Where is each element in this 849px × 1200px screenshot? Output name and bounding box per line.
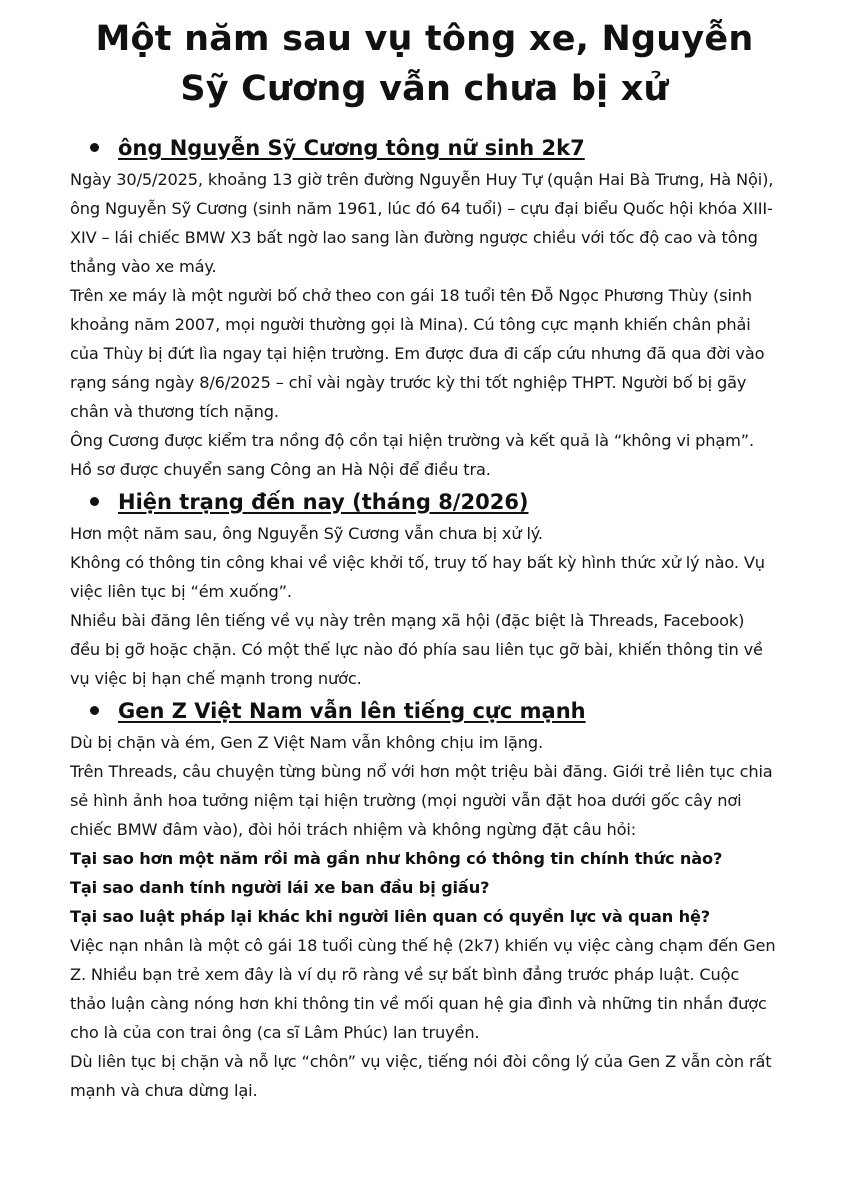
section-current-status — [70, 484, 779, 693]
section-incident — [70, 130, 779, 484]
question-line: Tại sao hơn một năm rồi mà gần như không có thông tin chính thức nào? — [70, 849, 723, 868]
question-line: Tại sao danh tính người lái xe ban đầu bị giấu? — [70, 878, 490, 897]
title-line-1: Một năm sau vụ tông xe, Nguyễn — [95, 19, 754, 59]
paragraph: Ngày 30/5/2025, khoảng 13 giờ trên đường Nguyễn Huy Tự (quận Hai Bà Trưng, Hà Nội), ông Nguyễn Sỹ Cương (sinh năm 1961, lúc đó 64 tuổi) – cựu đại biểu Quốc hội khóa XIII-XIV – lái chiếc BMW X3 bất ngờ lao sang làn đường ngược chiều với tốc độ cao và tông thẳng vào xe máy. — [70, 170, 774, 276]
paragraph: Không có thông tin công khai về việc khởi tố, truy tố hay bất kỳ hình thức xử lý nào. Vụ việc liên tục bị “ém xuống”. — [70, 553, 765, 601]
paragraph: Nhiều bài đăng lên tiếng về vụ này trên mạng xã hội (đặc biệt là Threads, Facebook) đều bị gỡ hoặc chặn. Có một thế lực nào đó phía sau liên tục gỡ bài, khiến thông tin về vụ việc bị hạn chế mạnh trong nước. — [70, 611, 763, 688]
bullet-icon — [90, 143, 99, 152]
bullet-icon — [90, 706, 99, 715]
bullet-icon — [90, 497, 99, 506]
section-heading — [70, 130, 779, 165]
section-heading — [70, 484, 779, 519]
section-gen-z — [70, 693, 779, 1105]
question-line: Tại sao luật pháp lại khác khi người liên quan có quyền lực và quan hệ? — [70, 907, 711, 926]
section-heading-text: ông Nguyễn Sỹ Cương tông nữ sinh 2k7 — [118, 135, 585, 160]
paragraph: Trên Threads, câu chuyện từng bùng nổ với hơn một triệu bài đăng. Giới trẻ liên tục chia sẻ hình ảnh hoa tưởng niệm tại hiện trường (mọi người vẫn đặt hoa dưới gốc cây nơi chiếc BMW đâm vào), đòi hỏi trách nhiệm và không ngừng đặt câu hỏi: — [70, 762, 773, 839]
title-line-2: Sỹ Cương vẫn chưa bị xử — [180, 69, 669, 109]
section-heading-text: Gen Z Việt Nam vẫn lên tiếng cực mạnh — [118, 698, 586, 723]
paragraph: Hơn một năm sau, ông Nguyễn Sỹ Cương vẫn chưa bị xử lý. — [70, 524, 543, 543]
section-heading — [70, 693, 779, 728]
section-heading-text: Hiện trạng đến nay (tháng 8/2026) — [118, 489, 529, 514]
paragraph: Ông Cương được kiểm tra nồng độ cồn tại hiện trường và kết quả là “không vi phạm”. Hồ sơ được chuyển sang Công an Hà Nội để điều tra. — [70, 431, 755, 479]
document-title — [70, 14, 779, 114]
paragraph: Dù liên tục bị chặn và nỗ lực “chôn” vụ việc, tiếng nói đòi công lý của Gen Z vẫn còn rất mạnh và chưa dừng lại. — [70, 1052, 772, 1100]
paragraph: Trên xe máy là một người bố chở theo con gái 18 tuổi tên Đỗ Ngọc Phương Thùy (sinh khoảng năm 2007, mọi người thường gọi là Mina). Cú tông cực mạnh khiến chân phải của Thùy bị đứt lìa ngay tại hiện trường. Em được đưa đi cấp cứu nhưng đã qua đời vào rạng sáng ngày 8/6/2025 – chỉ vài ngày trước kỳ thi tốt nghiệp THPT. Người bố bị gãy chân và thương tích nặng. — [70, 286, 765, 421]
paragraph: Việc nạn nhân là một cô gái 18 tuổi cùng thế hệ (2k7) khiến vụ việc càng chạm đến Gen Z. Nhiều bạn trẻ xem đây là ví dụ rõ ràng về sự bất bình đẳng trước pháp luật. Cuộc thảo luận càng nóng hơn khi thông tin về mối quan hệ gia đình và những tin nhắn được cho là của con trai ông (ca sĩ Lâm Phúc) lan truyền. — [70, 936, 776, 1042]
paragraph: Dù bị chặn và ém, Gen Z Việt Nam vẫn không chịu im lặng. — [70, 733, 543, 752]
